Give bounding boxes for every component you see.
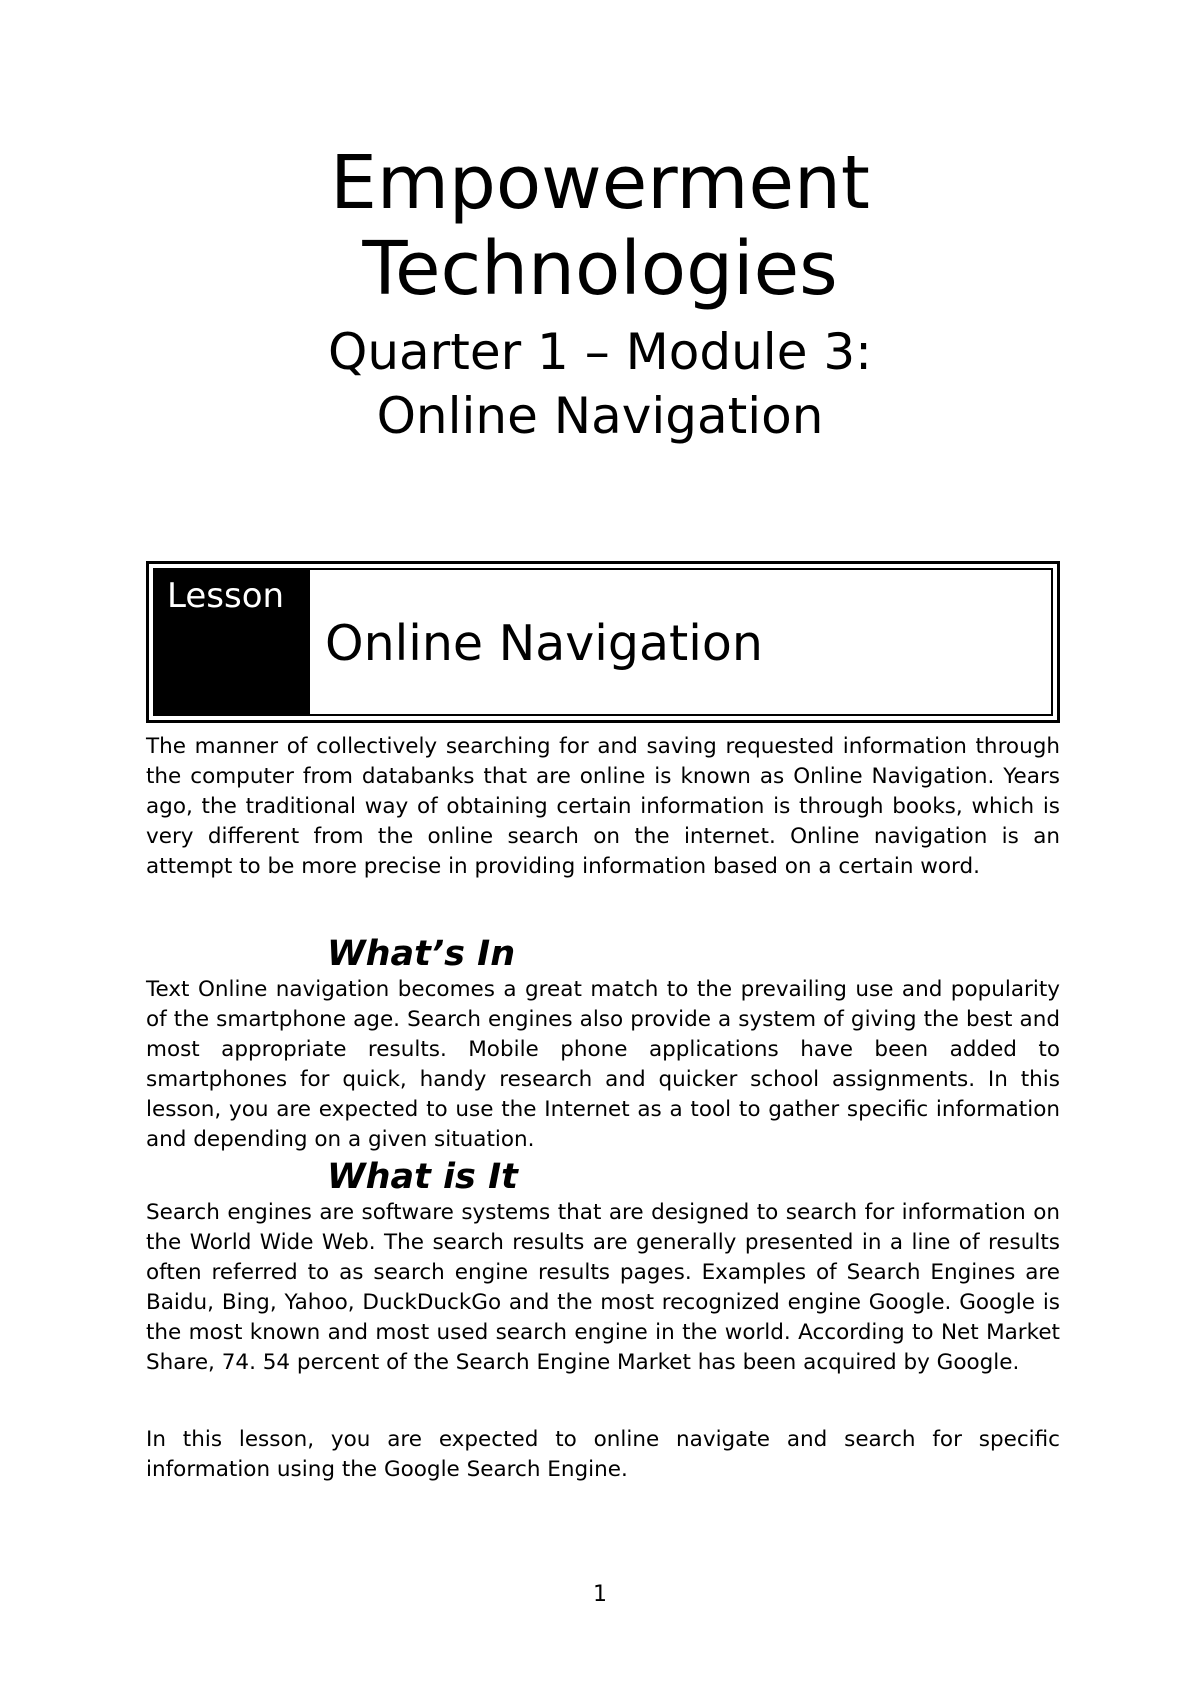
lesson-banner-inner-frame xyxy=(153,568,1053,716)
whats-in-paragraph: Text Online navigation becomes a great match to the prevailing use and popularity of the smartphone age. Search engines also provide a system of giving the best and most appropriate results. Mobile phone applications have been added to smartphones for quick, handy research and quicker school assignments. In this lesson, you are expected to use the Internet as a tool to gather specific information and depending on a given situation. xyxy=(146,977,1060,1152)
title-line-1: Empowerment xyxy=(330,140,870,226)
whats-in-heading: What’s In xyxy=(327,934,516,974)
page-number: 1 xyxy=(593,1582,607,1607)
lesson-label: Lesson xyxy=(167,576,285,616)
subtitle-quarter-module: Quarter 1 – Module 3: xyxy=(327,323,873,381)
what-is-it-paragraph-2: In this lesson, you are expected to online navigate and search for specific information using the Google Search Engine. xyxy=(146,1427,1060,1482)
what-is-it-paragraph-1: Search engines are software systems that are designed to search for information on the World Wide Web. The search results are generally presented in a line of results often referred to as search engine results pages. Examples of Search Engines are Baidu, Bing, Yahoo, DuckDuckGo and the most recognized engine Google. Google is the most known and most used search engine in the world. According to Net Market Share, 74. 54 percent of the Search Engine Market has been acquired by Google. xyxy=(146,1200,1060,1375)
lesson-banner xyxy=(146,561,1060,723)
what-is-it-heading: What is It xyxy=(327,1157,518,1197)
lesson-title: Online Navigation xyxy=(325,615,763,672)
intro-paragraph: The manner of collectively searching for and saving requested information through the computer from databanks that are online is known as Online Navigation. Years ago, the traditional way of obtaining certain information is through books, which is very different from the online search on the internet. Online navigation is an attempt to be more precise in providing information based on a certain word. xyxy=(146,734,1060,879)
module-title-block xyxy=(0,140,1200,448)
subtitle-topic: Online Navigation xyxy=(376,387,824,445)
lesson-tab xyxy=(155,570,310,714)
title-line-2: Technologies xyxy=(362,226,838,312)
